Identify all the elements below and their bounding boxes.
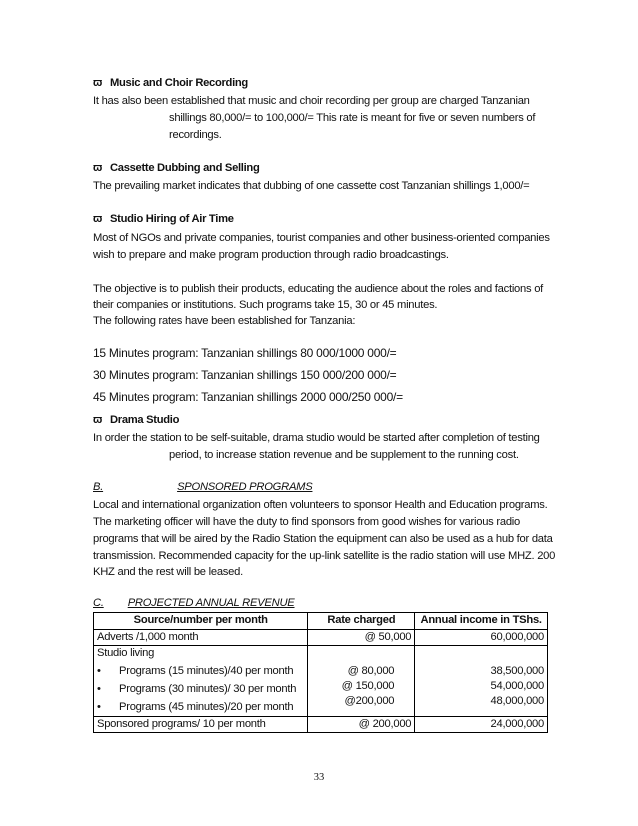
col-rate: Rate charged xyxy=(308,613,415,630)
sponsored-line2: The marketing officer will have the duty to find sponsors from good wishes for various radio xyxy=(93,516,520,528)
rate-15-min: 15 Minutes program: Tanzanian shillings 80 000/1000 000/= xyxy=(93,346,397,360)
studio-p2-line2: their companies or institutions. Such programs take 15, 30 or 45 minutes. xyxy=(93,299,438,311)
table-header-row xyxy=(94,613,548,630)
heading-sponsored-programs: B. SPONSORED PROGRAMS xyxy=(93,481,313,493)
heading-drama-studio: ϖ Drama Studio xyxy=(93,413,179,429)
studio-p2-line1: The objective is to publish their products, educating the audience about the roles and factions of xyxy=(93,283,544,295)
drama-text-line2: period, to increase station revenue and be supplement to the running cost. xyxy=(169,449,519,461)
col-income: Annual income in TShs. xyxy=(415,613,548,630)
music-text-line2: shillings 80,000/= to 100,000/= This rate is meant for five or seven numbers of xyxy=(169,112,536,124)
sponsored-line3: programs that will be aired by the Radio Station the equipment can also be used as a hub for data xyxy=(93,533,553,545)
heading-projected-revenue: C. PROJECTED ANNUAL REVENUE xyxy=(93,597,295,609)
list-item: • Programs (15 minutes)/40 per month xyxy=(97,664,294,677)
rate-45-min: 45 Minutes program: Tanzanian shillings 2000 000/250 000/= xyxy=(93,390,403,404)
rate-30-min: 30 Minutes program: Tanzanian shillings 150 000/200 000/= xyxy=(93,368,397,382)
sponsored-line1: Local and international organization often volunteers to sponsor Health and Education programs. xyxy=(93,499,548,511)
table-row: Adverts /1,000 month @ 50,000 60,000,000 xyxy=(94,629,548,646)
col-source: Source/number per month xyxy=(94,613,308,630)
studio-p1-line1: Most of NGOs and private companies, tourist companies and other business-oriented companies xyxy=(93,232,550,244)
drama-text-line1: In order the station to be self-suitable, drama studio would be started after completion of testing xyxy=(93,432,540,444)
bullet-symbol: ϖ xyxy=(93,162,102,174)
sponsored-line5: KHZ and the rest will be leased. xyxy=(93,566,243,578)
studio-program-list xyxy=(97,662,304,716)
list-item: • Programs (30 minutes)/ 30 per month xyxy=(97,682,297,695)
list-item: • Programs (45 minutes)/20 per month xyxy=(97,700,294,713)
music-text-line3: recordings. xyxy=(169,129,222,141)
sponsored-line4: transmission. Recommended capacity for the up-link satellite is the radio station will use MHZ. 200 xyxy=(93,550,556,562)
studio-p1-line2: wish to prepare and make program production through radio broadcastings. xyxy=(93,249,449,261)
music-text-line1: It has also been established that music and choir recording per group are charged Tanzanian xyxy=(93,95,530,107)
bullet-symbol: ϖ xyxy=(93,77,102,89)
heading-studio-hiring: ϖ Studio Hiring of Air Time xyxy=(93,212,234,228)
section-letter-c: C. xyxy=(93,597,104,609)
table-row: Sponsored programs/ 10 per month @ 200,000 24,000,000 xyxy=(94,716,548,733)
revenue-table xyxy=(93,612,548,733)
bullet-symbol: ϖ xyxy=(93,414,102,426)
cassette-text: The prevailing market indicates that dubbing of one cassette cost Tanzanian shillings 1,000/= xyxy=(93,180,530,192)
section-letter-b: B. xyxy=(93,481,104,493)
table-row: Studio living • Programs (15 minutes)/40 per month • Programs (30 minutes)/ 30 per month • Programs (45 minutes)/20 per month @ 80,000 @ 150,000 @200,000 38,500,000 54,000,000 48,000,000 xyxy=(94,646,548,717)
studio-living-label: Studio living xyxy=(97,647,155,659)
heading-cassette-dubbing: ϖ Cassette Dubbing and Selling xyxy=(93,161,260,177)
studio-p2-line3: The following rates have been established for Tanzania: xyxy=(93,315,356,327)
page-number: 33 xyxy=(313,772,325,783)
bullet-symbol: ϖ xyxy=(93,213,102,225)
heading-music-choir: ϖ Music and Choir Recording xyxy=(93,76,248,92)
